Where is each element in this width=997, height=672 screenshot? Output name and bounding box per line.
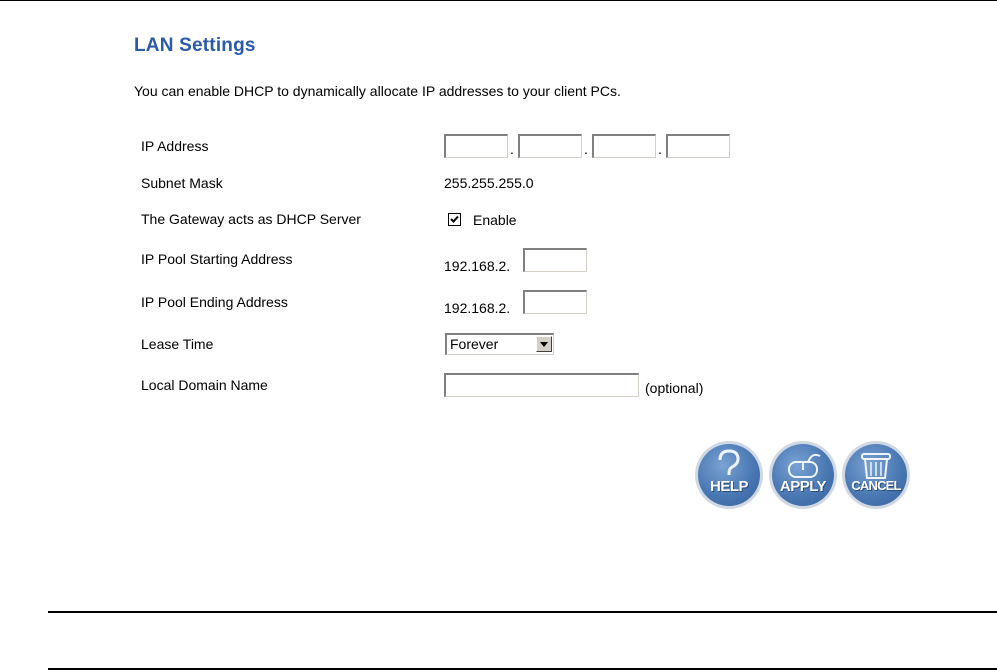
- top-divider: [0, 0, 997, 1]
- ip-separator: .: [584, 141, 588, 157]
- help-button-label: HELP: [709, 478, 748, 495]
- question-mark-icon: [698, 444, 760, 506]
- ip-separator: .: [658, 141, 662, 157]
- pool-end-prefix: 192.168.2.: [444, 300, 511, 316]
- chevron-down-icon: [540, 342, 548, 347]
- domain-name-input[interactable]: [444, 373, 639, 397]
- ip-address-octet-3[interactable]: [592, 134, 656, 158]
- mouse-icon: [772, 444, 834, 506]
- pool-start-prefix: 192.168.2.: [444, 258, 511, 274]
- dhcp-server-label: The Gateway acts as DHCP Server: [141, 211, 361, 227]
- lease-time-select[interactable]: [445, 333, 554, 355]
- apply-button-label: APPLY: [779, 478, 827, 495]
- cancel-button[interactable]: [842, 441, 910, 509]
- ip-address-label: IP Address: [141, 138, 209, 154]
- ip-address-octet-4[interactable]: [666, 134, 730, 158]
- cancel-button-label: CANCEL: [851, 478, 901, 493]
- apply-button[interactable]: [769, 441, 837, 509]
- ip-address-octet-2[interactable]: [518, 134, 582, 158]
- pool-end-input[interactable]: [523, 290, 587, 314]
- lease-time-label: Lease Time: [141, 336, 214, 352]
- lease-time-selected: Forever: [450, 336, 499, 352]
- dhcp-enable-checkbox[interactable]: [448, 213, 461, 226]
- domain-name-hint: (optional): [645, 380, 704, 396]
- checkmark-icon: [449, 214, 460, 225]
- page-title: LAN Settings: [134, 35, 256, 56]
- trash-can-icon: [845, 444, 907, 506]
- bottom-divider-upper: [48, 611, 997, 613]
- ip-separator: .: [510, 141, 514, 157]
- bottom-divider-lower: [48, 668, 997, 670]
- help-button[interactable]: [695, 441, 763, 509]
- dropdown-arrow-button[interactable]: [536, 336, 552, 352]
- pool-end-label: IP Pool Ending Address: [141, 294, 288, 310]
- pool-start-input[interactable]: [523, 248, 587, 272]
- pool-start-label: IP Pool Starting Address: [141, 251, 293, 267]
- subnet-mask-value: 255.255.255.0: [444, 175, 534, 191]
- intro-text: You can enable DHCP to dynamically allocate IP addresses to your client PCs.: [134, 83, 621, 99]
- ip-address-octet-1[interactable]: [444, 134, 508, 158]
- subnet-mask-label: Subnet Mask: [141, 175, 223, 191]
- domain-name-label: Local Domain Name: [141, 377, 268, 393]
- dhcp-enable-label[interactable]: Enable: [473, 212, 517, 228]
